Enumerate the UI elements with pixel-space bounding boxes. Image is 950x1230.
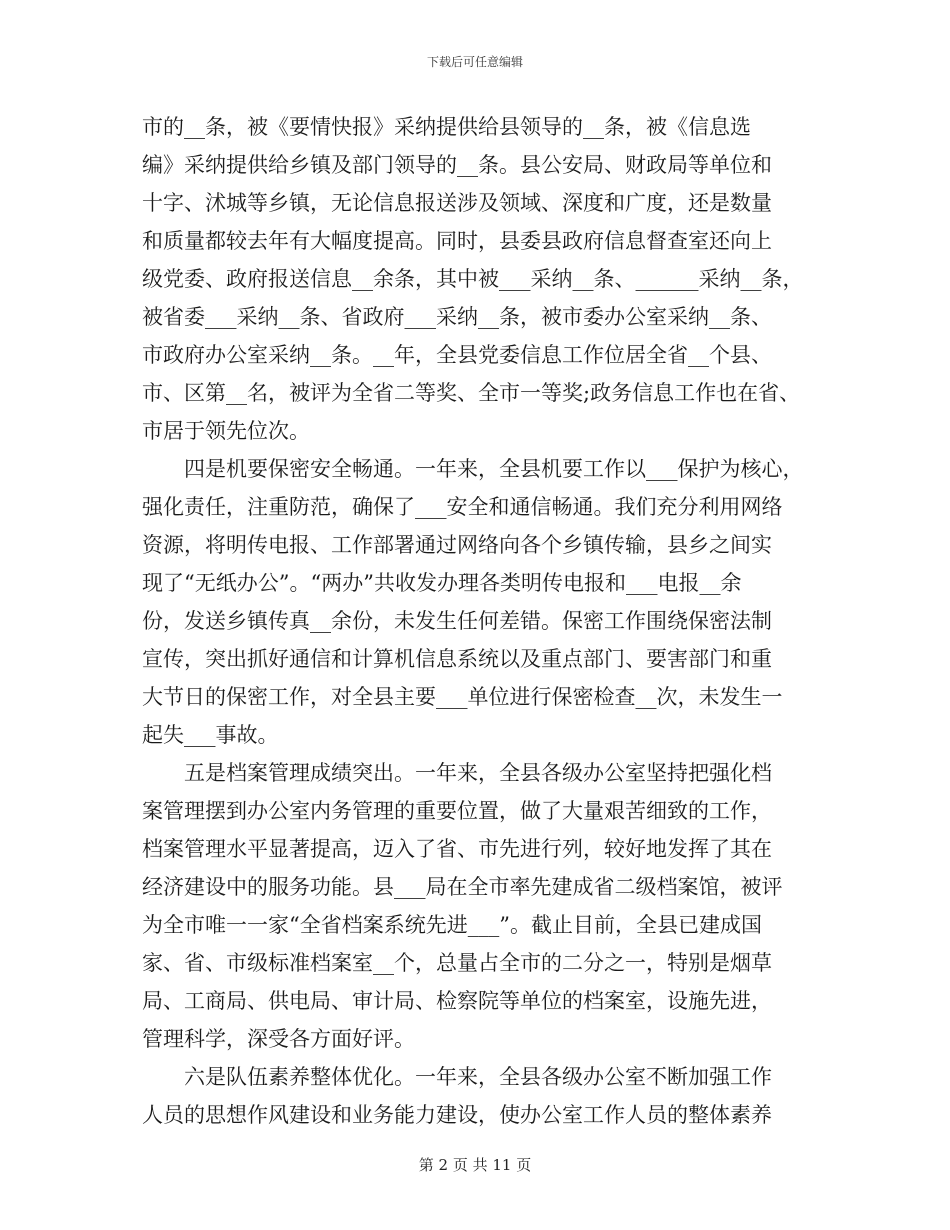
body-line: 经济建设中的服务功能。县___局在全市率先建成省二级档案馆，被评 bbox=[142, 875, 783, 899]
body-line: 强化责任，注重防范，确保了___安全和通信畅通。我们充分利用网络 bbox=[142, 495, 783, 519]
body-line: 档案管理水平显著提高，迈入了省、市先进行列，较好地发挥了其在 bbox=[142, 837, 772, 861]
body-line: 大节日的保密工作，对全县主要___单位进行保密检查__次，未发生一 bbox=[142, 685, 783, 709]
body-line: 家、省、市级标准档案室__个，总量占全市的二分之一，特别是烟草 bbox=[142, 951, 772, 975]
body-line: 六是队伍素养整体优化。一年来，全县各级办公室不断加强工作 bbox=[142, 1065, 772, 1089]
document-body bbox=[142, 108, 822, 1134]
body-line: 局、工商局、供电局、审计局、检察院等单位的档案室，设施先进， bbox=[142, 989, 772, 1013]
body-line: 宣传，突出抓好通信和计算机信息系统以及重点部门、要害部门和重 bbox=[142, 647, 772, 671]
body-line: 人员的思想作风建设和业务能力建设，使办公室工作人员的整体素养 bbox=[142, 1103, 772, 1127]
body-line: 十字、沭城等乡镇，无论信息报送涉及领域、深度和广度，还是数量 bbox=[142, 191, 772, 215]
body-line: 和质量都较去年有大幅度提高。同时，县委县政府信息督查室还向上 bbox=[142, 229, 772, 253]
body-line: 现了“无纸办公”。“两办”共收发办理各类明传电报和___电报__余 bbox=[142, 571, 742, 595]
body-line: 市、区第__名，被评为全省二等奖、全市一等奖;政务信息工作也在省、 bbox=[142, 381, 801, 405]
body-line: 起失___事故。 bbox=[142, 723, 279, 747]
body-line: 市政府办公室采纳__条。__年，全县党委信息工作位居全省__个县、 bbox=[142, 343, 772, 367]
body-line: 案管理摆到办公室内务管理的重要位置，做了大量艰苦细致的工作， bbox=[142, 799, 772, 823]
body-line: 编》采纳提供给乡镇及部门领导的__条。县公安局、财政局等单位和 bbox=[142, 153, 772, 177]
page-number: 第 2 页 共 11 页 bbox=[418, 1156, 532, 1174]
body-line: 为全市唯一一家“全省档案系统先进___”。截止目前，全县已建成国 bbox=[142, 913, 762, 937]
body-line: 级党委、政府报送信息__余条，其中被___采纳__条、______采纳__条， bbox=[142, 267, 804, 291]
page-header-note: 下载后可任意编辑 bbox=[426, 55, 523, 69]
body-line: 份，发送乡镇传真__余份，未发生任何差错。保密工作围绕保密法制 bbox=[142, 609, 772, 633]
body-line: 资源，将明传电报、工作部署通过网络向各个乡镇传输，县乡之间实 bbox=[142, 533, 772, 557]
body-line: 五是档案管理成绩突出。一年来，全县各级办公室坚持把强化档 bbox=[142, 761, 772, 785]
body-line: 被省委___采纳__条、省政府___采纳__条，被市委办公室采纳__条、 bbox=[142, 305, 772, 329]
body-line: 管理科学，深受各方面好评。 bbox=[142, 1027, 415, 1051]
body-line: 四是机要保密安全畅通。一年来，全县机要工作以___保护为核心， bbox=[142, 457, 804, 481]
body-line: 市的__条，被《要情快报》采纳提供给县领导的__条，被《信息选 bbox=[142, 115, 751, 139]
body-line: 市居于领先位次。 bbox=[142, 419, 310, 443]
